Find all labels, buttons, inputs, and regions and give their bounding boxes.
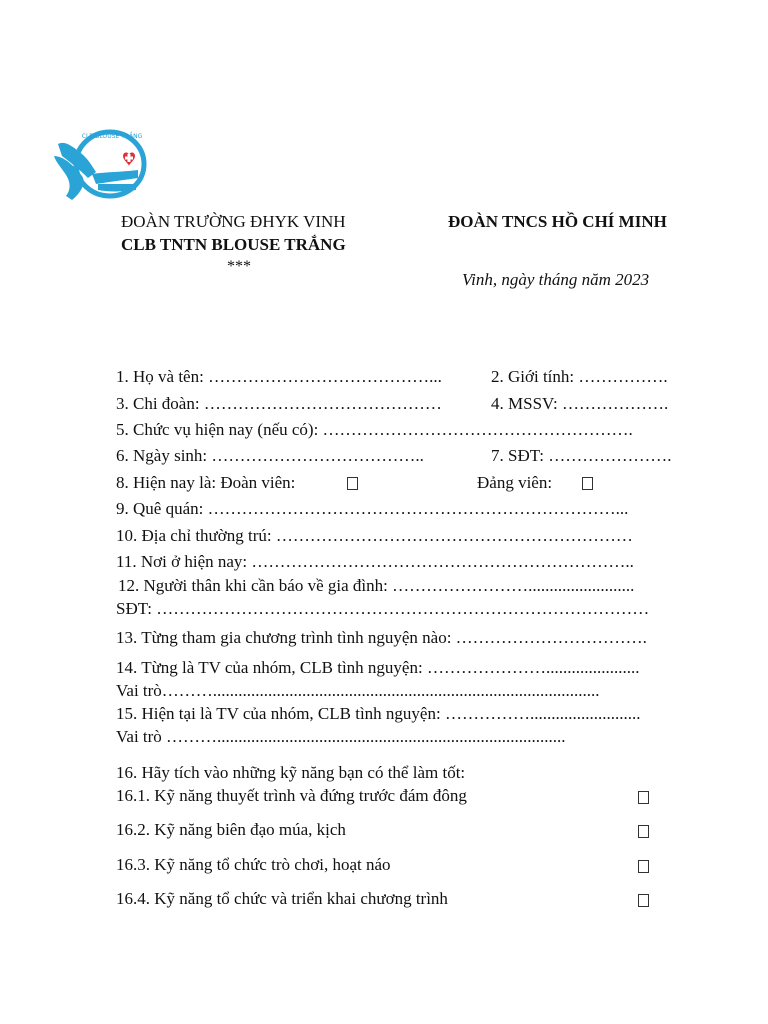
club-name: CLB TNTN BLOUSE TRẮNG: [121, 235, 346, 254]
field-emergency-contact: 12. Người thân khi cần báo về gia đình: …………………….........................: [118, 576, 635, 595]
field-position: 5. Chức vụ hiện nay (nếu có): ……………………………………………….: [116, 420, 633, 439]
checkbox-skill-choreography[interactable]: [638, 825, 649, 838]
youth-union-title: ĐOÀN TNCS HỒ CHÍ MINH: [448, 212, 667, 231]
field-branch: 3. Chi đoàn: ……………………………………: [116, 394, 442, 413]
field-gender: 2. Giới tính: …………….: [491, 367, 668, 386]
field-phone: 7. SĐT: ………………….: [491, 446, 672, 465]
checkbox-skill-presentation[interactable]: [638, 791, 649, 804]
field-hometown: 9. Quê quán: ………………………………………………………………...: [116, 499, 629, 518]
field-volunteer-history: 13. Từng tham gia chương trình tình nguyện nào: …………………………….: [116, 628, 647, 647]
field-student-id: 4. MSSV: ……………….: [491, 394, 669, 413]
field-current-role: Vai trò ………..................................................................................: [116, 727, 566, 746]
field-emergency-phone: SĐT: ……………………………………………………………………………: [116, 599, 650, 618]
checkbox-party-member[interactable]: [582, 477, 593, 490]
skill-item: 16.2. Kỹ năng biên đạo múa, kịch: [116, 820, 346, 839]
date-line: Vinh, ngày tháng năm 2023: [462, 270, 650, 289]
union-school-name: ĐOÀN TRƯỜNG ĐHYK VINH: [121, 212, 346, 231]
field-membership-label: 8. Hiện nay là: Đoàn viên:: [116, 473, 296, 492]
stars-separator: ***: [227, 258, 251, 275]
field-party-member-label: Đảng viên:: [477, 473, 553, 492]
field-past-group: 14. Từng là TV của nhóm, CLB tình nguyện: …………………......................: [116, 658, 640, 677]
skills-heading: 16. Hãy tích vào những kỹ năng bạn có thể làm tốt:: [116, 763, 466, 782]
club-logo-icon: [52, 126, 148, 208]
checkbox-skill-games[interactable]: [638, 860, 649, 873]
checkbox-union-member[interactable]: [347, 477, 358, 490]
field-past-role: Vai trò………...........................................................................................: [116, 681, 600, 700]
skill-item: 16.4. Kỹ năng tổ chức và triển khai chương trình: [116, 889, 448, 908]
checkbox-skill-event-planning[interactable]: [638, 894, 649, 907]
field-date-of-birth: 6. Ngày sinh: ………………………………..: [116, 446, 424, 465]
field-full-name: 1. Họ và tên: …………………………………...: [116, 367, 442, 386]
skill-item: 16.3. Kỹ năng tổ chức trò chơi, hoạt náo: [116, 855, 391, 874]
svg-text:CLB BLOUSE TRẮNG: CLB BLOUSE TRẮNG: [81, 133, 143, 140]
skill-item: 16.1. Kỹ năng thuyết trình và đứng trước đám đông: [116, 786, 467, 805]
field-current-group: 15. Hiện tại là TV của nhóm, CLB tình nguyện: ……………..........................: [116, 704, 641, 723]
field-permanent-address: 10. Địa chỉ thường trú: ………………………………………………………: [116, 526, 633, 545]
field-current-residence: 11. Nơi ở hiện nay: …………………………………………………………..: [116, 552, 634, 571]
